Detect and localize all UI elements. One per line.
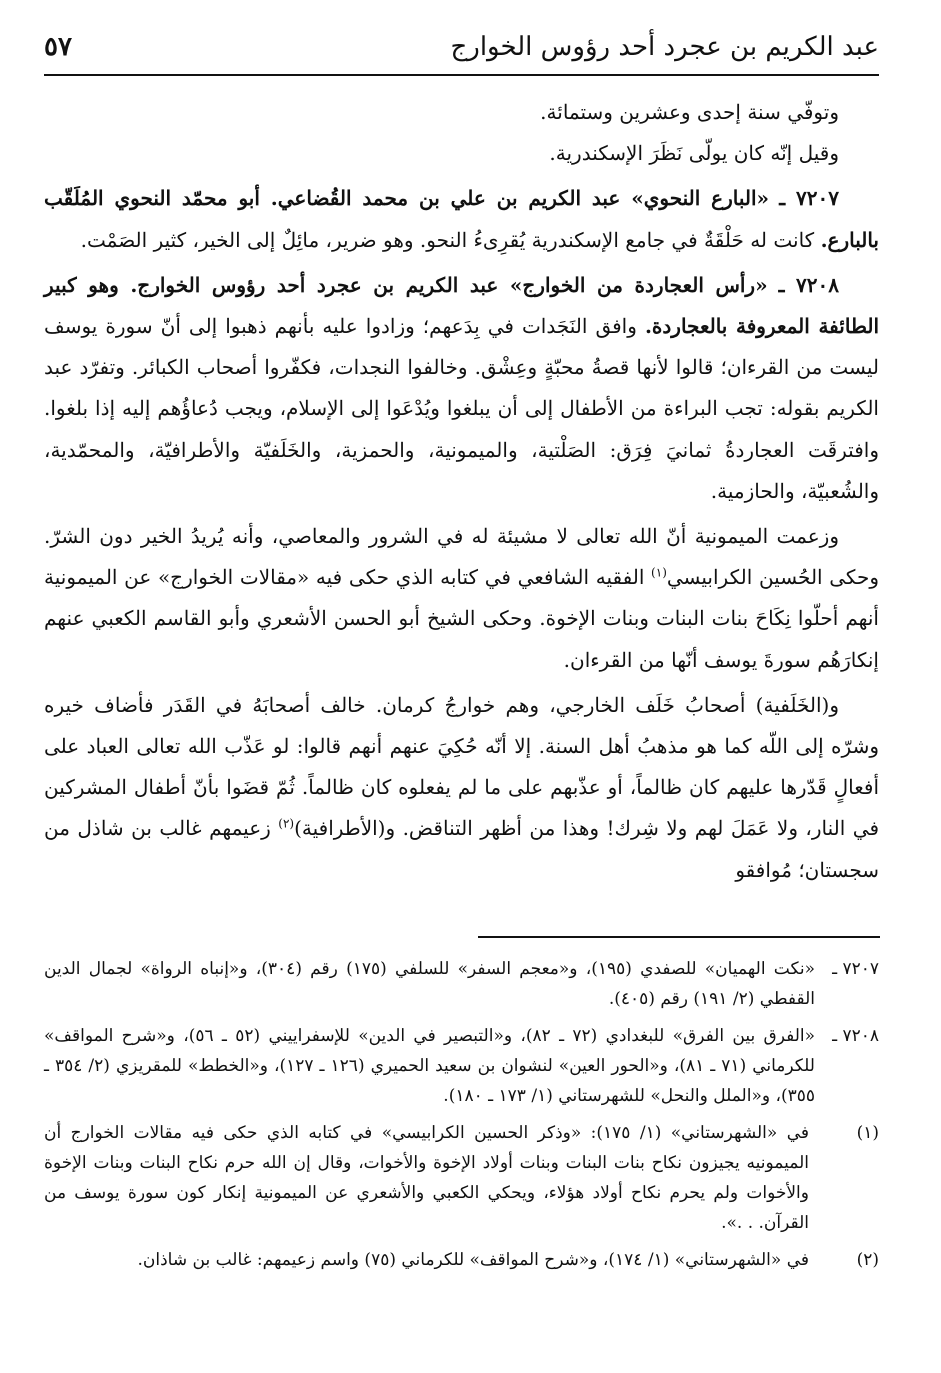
paragraph-death-year: وتوفّي سنة إحدى وعشرين وستمائة.	[540, 100, 839, 124]
entry-heading: «رأس العجاردة من الخوارج» عبد الكريم بن عجرد أحد رؤوس الخوارج. وهو كبير الطائفة المعروفة بالعجاردة.	[44, 272, 880, 339]
footnote-text: في «الشهرستاني» (١/ ١٧٥): «وذكر الحسين الكرابيسي» في كتابه الذي حكى فيه مقالات الخوارج أن الميمونيه يجيزون نكاح بنات البنات وبنات أولاد الإخوة والأخوات، وقال إن الله حرم نكاح البنات وبنات الإخوة والأخوات ولم يحرم نكاح أولاد هؤلاء، ويحكي الكعبي والأشعري عن الميمونية إنكار كون سورة يوسف من القرآن. . .».	[44, 1123, 809, 1233]
paragraph-text: و(الخَلَفية) أصحابُ خَلَف الخارجي، وهم خوارجُ كرمان. خالف أصحابَهُ في القَدَر فأضاف خيره وشرّه إلى اللّه كما هو مذهبُ أهل السنة. إلا أنّه حُكِيَ عنهم أنهم قالوا: لو عَذّب الله تعالى العباد على أفعالٍ قَدّرها عليهم كان ظالماً، أو عذّبهم على ما لم يفعلوه كان ظالماً. ثُمّ قضَوا بأنّ أطفال المشركين في النار، ولا عَمَلَ لهم ولا شِرك! وهذا من أظهر التناقض. و(الأطرافية)	[44, 692, 880, 841]
page-number: ٥٧	[44, 32, 72, 62]
footnote-2	[44, 1245, 879, 1275]
footnotes	[44, 954, 879, 1282]
footnote-number: ٧٢٠٨ ـ	[832, 1026, 879, 1046]
footnote-ref-2[interactable]: (٢)	[278, 816, 295, 831]
entry-heading: «البارع النحوي» عبد الكريم بن علي بن محمد القُضاعي. أبو محمّد النحوي المُلَقّب بالبارع.	[44, 186, 879, 252]
footnote-ref-1[interactable]: (١)	[651, 565, 667, 580]
footnote-text: «نكت الهميان» للصفدي (١٩٥)، و«معجم السفر» للسلفي (١٧٥) رقم (٣٠٤)، و«إنباه الرواة» لجمال الدين القفطي (٢/ ١٩١) رقم (٤٠٥).	[44, 959, 815, 1009]
entry-number: ٧٢٠٨ ـ	[778, 272, 839, 297]
footnote-text: «الفرق بين الفرق» للبغدادي (٧٢ ـ ٨٢)، و«التبصير في الدين» للإسفراييني (٥٢ ـ ٥٦)، و«شرح المواقف» للكرماني (٧١ ـ ٨١)، و«الحور العين» لنشوان بن سعيد الحميري (١٢٦ ـ ١٢٧)، و«الخطط» للمقريزي (٢/ ٣٥٤ ـ ٣٥٥)، و«الملل والنحل» للشهرستاني (١/ ١٧٣ ـ ١٨٠).	[44, 1026, 815, 1106]
entry-7207	[44, 178, 879, 260]
footnote-1	[44, 1118, 879, 1238]
footnote-number: ٧٢٠٧ ـ	[832, 959, 879, 979]
entry-number: ٧٢٠٧ ـ	[779, 186, 839, 211]
entry-7208	[44, 265, 879, 512]
entry-text: كانت له حَلْقَةٌ في جامع الإسكندرية يُقرِىءُ النحو. وهو ضرير، مائِلٌ إلى الخير، كثير الصَمْت.	[80, 227, 815, 252]
footnote-source-7208	[44, 1021, 879, 1111]
paragraph-alexandria: وقيل إنّه كان يولّى نَظَرَ الإسكندرية.	[549, 141, 839, 166]
entry-text: وافق النَجَدات في بِدَعهم؛ وزادوا عليه بأنهم ذهبوا إلى أنّ سورة يوسف ليست من القرءان؛ قالوا لأنها قصةُ محبّةٍ وعِشْق. وخالفوا النجدات، فكفّروا أصحاب الكبائر. وتفرّد عبد الكريم بقوله: تجب البراءة من الأطفال إلى أن يبلغوا ويُدْعَوا إلى الإسلام، ويجب دُعاؤُهم إليه إذا بلغوا. وافترقَت العجاردةُ ثمانيَ فِرَق: الصَلْتية، والميمونية، والحمزية، والخَلَفيّة والأطرافيّة، والمحمّدية، والشُعبيّة، والحازمية.	[44, 314, 879, 503]
footnote-source-7207	[44, 954, 879, 1014]
footnote-divider	[478, 936, 880, 938]
paragraph-text: الفقيه الشافعي في كتابه الذي حكى فيه «مقالات الخوارج» عن الميمونية أنهم أحلّوا نِكَاحَ بنات البنات وبنات الإخوة. وحكى الشيخ أبو الحسن الأشعري وأبو القاسم الكعبي عنهم إنكارَهُم سورةَ يوسف أنّها من القرءان.	[44, 565, 879, 672]
running-title: عبد الكريم بن عجرد أحد رؤوس الخوارج	[450, 32, 879, 62]
paragraph-text: زعيمهم غالب بن شاذل من سجستان؛ مُوافقو	[44, 816, 879, 882]
paragraph-maymuniya	[44, 516, 879, 681]
paragraph-text: وزعمت الميمونية أنّ الله تعالى لا مشيئة له في الشرور والمعاصي، وأنه يُريدُ الخير دون الشرّ. وحكى الحُسين الكرابيسي	[44, 524, 879, 590]
footnote-number: (٢)	[856, 1250, 879, 1270]
page-header	[44, 28, 879, 76]
main-text	[44, 92, 879, 891]
footnote-text: في «الشهرستاني» (١/ ١٧٤)، و«شرح المواقف» للكرماني (٧٥) واسم زعيمهم: غالب بن شاذان.	[137, 1250, 809, 1270]
footnote-number: (١)	[856, 1123, 879, 1143]
paragraph-khalafiya	[44, 685, 879, 891]
